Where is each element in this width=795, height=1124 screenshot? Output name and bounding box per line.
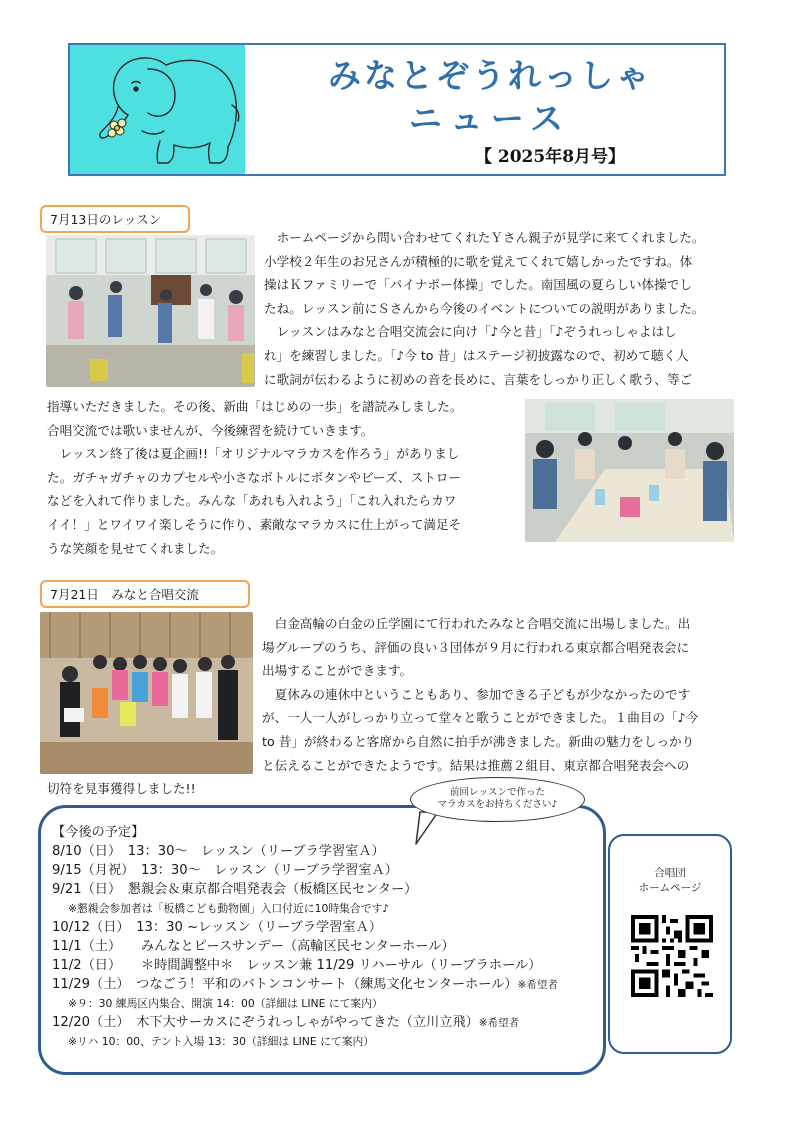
section1-line: ホームページから問い合わせてくれたＹさん親子が見学に来てくれました。	[264, 230, 705, 245]
section1-line: 操はＫファミリーで「パイナポー体操」でした。南国風の夏らしい体操でし	[264, 277, 692, 293]
section1-line: たね。レッスン前にＳさんから今後のイベントについての説明がありました。	[264, 300, 705, 316]
section1-line: レッスンはみなと合唱交流会に向け「♪今と昔」「♪ぞうれっしゃよはし	[264, 324, 677, 340]
section1-line: に歌詞が伝わるように初めの音を長めに、言葉をしっかり正しく歌う、等ご	[264, 371, 693, 387]
section1-line: うな笑顔を見せてくれました。	[47, 540, 224, 556]
section1-line: などを入れて作りました。みんな「あれも入れよう」「これ入れたらカワ	[47, 493, 457, 509]
group-photo	[40, 612, 253, 774]
section2-line: 切符を見事獲得しました!!	[47, 781, 196, 796]
section1-line: イイ！」とワイワイ楽しそうに作り、素敵なマラカスに仕上がって満足そ	[47, 517, 462, 532]
section1-line: た。ガチャガチャのカプセルや小さなボトルにボタンやビーズ、ストロー	[47, 469, 461, 485]
schedule-item: 9/15（月祝） 13：30～ レッスン（リーブラ学習室Ａ）	[52, 863, 398, 878]
reminder-line: 前回レッスンで作った	[450, 787, 545, 798]
lesson-photo	[46, 235, 255, 387]
schedule-hope-tag: ※希望者	[478, 1017, 520, 1029]
section-tab-lesson: 7月13日のレッスン	[40, 205, 190, 233]
schedule-note: ※懇親会参加者は「板橋こども動物園」入口付近に10時集合です♪	[68, 902, 390, 915]
qr-label-line: 合唱団	[654, 867, 686, 879]
section2-line: が、一人一人がしっかり立って堂々と歌うことができました。１曲目の「♪今	[262, 710, 699, 726]
schedule-item	[52, 975, 558, 995]
section1-line: 小学校２年生のお兄さんが積極的に歌を覚えてくれて嬉しかったですね。体	[264, 253, 693, 269]
qr-label	[610, 866, 730, 896]
qr-code[interactable]	[631, 915, 713, 997]
qr-label-line: ホームページ	[638, 882, 702, 894]
section2-line: 場グループのうち、評価の良い３団体が９月に行われる東京都合唱発表会に	[262, 639, 690, 655]
schedule-item-text: 12/20（土） 木下大サーカスにぞうれっしゃがやってきた（立川立飛）	[52, 1015, 479, 1030]
schedule-hope-tag: ※希望者	[517, 979, 558, 991]
newsletter-title-sub: ニュース	[408, 99, 572, 138]
schedule-item-text: 11/29（土） つなごう！平和のバトンコンサート（練馬文化センターホール）	[52, 977, 518, 992]
section1-line: 指導いただきました。その後、新曲「はじめの一歩」を譜読みしました。	[47, 399, 463, 414]
section2-line: 出場することができます。	[262, 663, 413, 679]
schedule-heading: 【今後の予定】	[52, 825, 145, 840]
section1-line: レッスン終了後は夏企画!!「オリジナルマラカスを作ろう」がありまし	[47, 446, 460, 462]
issue-date: 【 2025年8月号】	[474, 147, 626, 167]
schedule-note: ※リハ 10：00、テント入場 13：30（詳細は LINE にて案内）	[68, 1035, 375, 1048]
section2-line: 白金高輪の白金の丘学園にて行われたみなと合唱交流に出場しました。出	[262, 616, 691, 631]
maracas-photo	[525, 399, 734, 542]
elephant-illustration	[70, 45, 245, 174]
section1-line: 合唱交流では歌いませんが、今後練習を続けていきます。	[47, 422, 374, 438]
schedule-item: 11/1（土） みんなとピースサンデー（高輪区民センターホール）	[52, 939, 455, 954]
schedule-item: 10/12（日） 13：30 ~レッスン（リーブラ学習室Ａ）	[52, 920, 382, 935]
schedule-item	[52, 1013, 519, 1033]
newsletter-title: みなとぞうれっしゃ	[328, 56, 652, 95]
schedule-item: 11/2（日） ＊時間調整中＊ レッスン兼 11/29 リハーサル（リーブラホール）	[52, 958, 542, 973]
section2-line: 夏休みの連休中ということもあり、参加できる子どもが少なかったのです	[262, 686, 691, 702]
reminder-line: マラカスをお持ちください♪	[437, 799, 558, 810]
schedule-note: ※９：30 練馬区内集合、開演 14：00（詳細は LINE にて案内）	[68, 997, 383, 1010]
section2-line: と伝えることができたようです。結果は推薦２組目、東京都合唱発表会への	[262, 757, 690, 773]
section-tab-exchange: 7月21日 みなと合唱交流	[40, 580, 250, 608]
schedule-item: 9/21（日） 懇親会＆東京都合唱発表会（板橋区民センター）	[52, 882, 418, 897]
section2-line: to 昔」が終わると客席から自然に拍手が沸きました。新曲の魅力をしっかり	[262, 734, 695, 749]
elephant-icon	[70, 45, 245, 174]
reminder-bubble	[410, 777, 585, 822]
schedule-item: 8/10（日） 13：30～ レッスン（リーブラ学習室Ａ）	[52, 844, 385, 859]
section1-line: れ」を練習しました。「♪今 to 昔」はステージ初披露なので、初めて聴く人	[264, 348, 689, 363]
